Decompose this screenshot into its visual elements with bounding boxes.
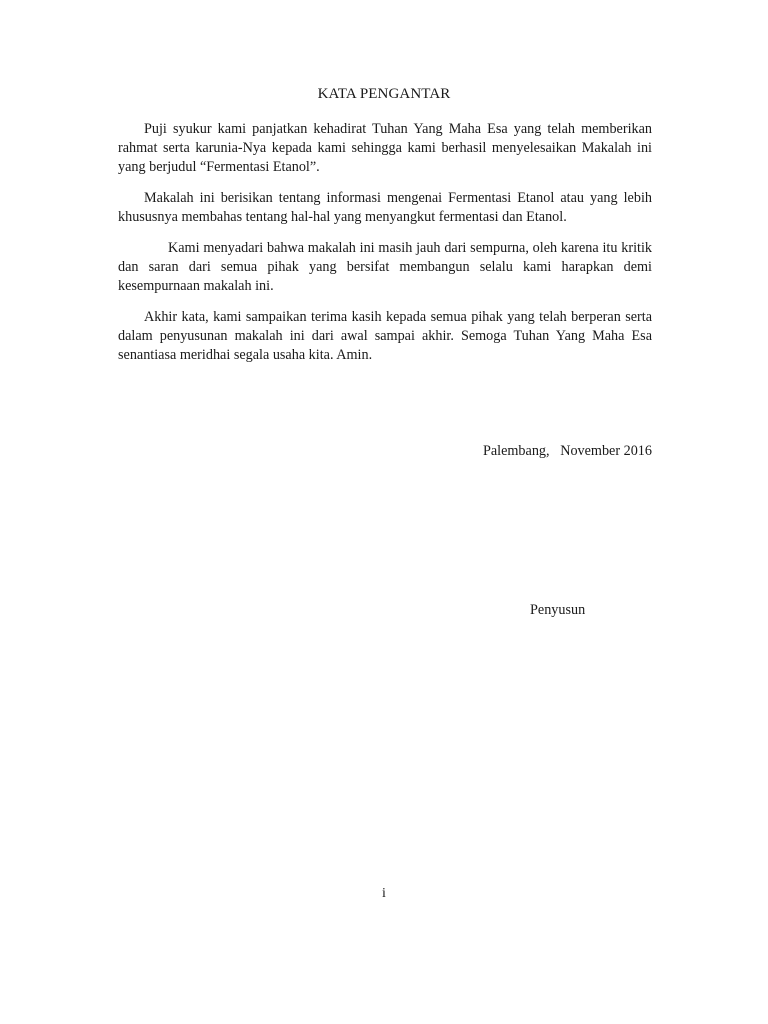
paragraph-1: Puji syukur kami panjatkan kehadirat Tuhan Yang Maha Esa yang telah memberikan rahmat serta karunia-Nya kepada kami sehingga kami berhasil menyelesaikan Makalah ini yang berjudul “Fermentasi Etanol”.	[118, 121, 652, 175]
page-title: KATA PENGANTAR	[317, 86, 451, 102]
paragraph-2: Makalah ini berisikan tentang informasi mengenai Fermentasi Etanol atau yang lebih khususnya membahas tentang hal-hal yang menyangkut fermentasi dan Etanol.	[118, 190, 652, 225]
page-number: i	[382, 886, 386, 901]
place-date: Palembang, November 2016	[482, 443, 652, 459]
paragraph-4: Akhir kata, kami sampaikan terima kasih kepada semua pihak yang telah berperan serta dalam penyusunan makalah ini dari awal sampai akhir. Semoga Tuhan Yang Maha Esa senantiasa meridhai segala usaha kita. Amin.	[118, 309, 652, 363]
signer-label: Penyusun	[530, 602, 586, 618]
paragraph-3: Kami menyadari bahwa makalah ini masih jauh dari sempurna, oleh karena itu kritik dan saran dari semua pihak yang bersifat membangun selalu kami harapkan demi kesempurnaan makalah ini.	[118, 240, 652, 294]
body-text	[118, 120, 652, 377]
